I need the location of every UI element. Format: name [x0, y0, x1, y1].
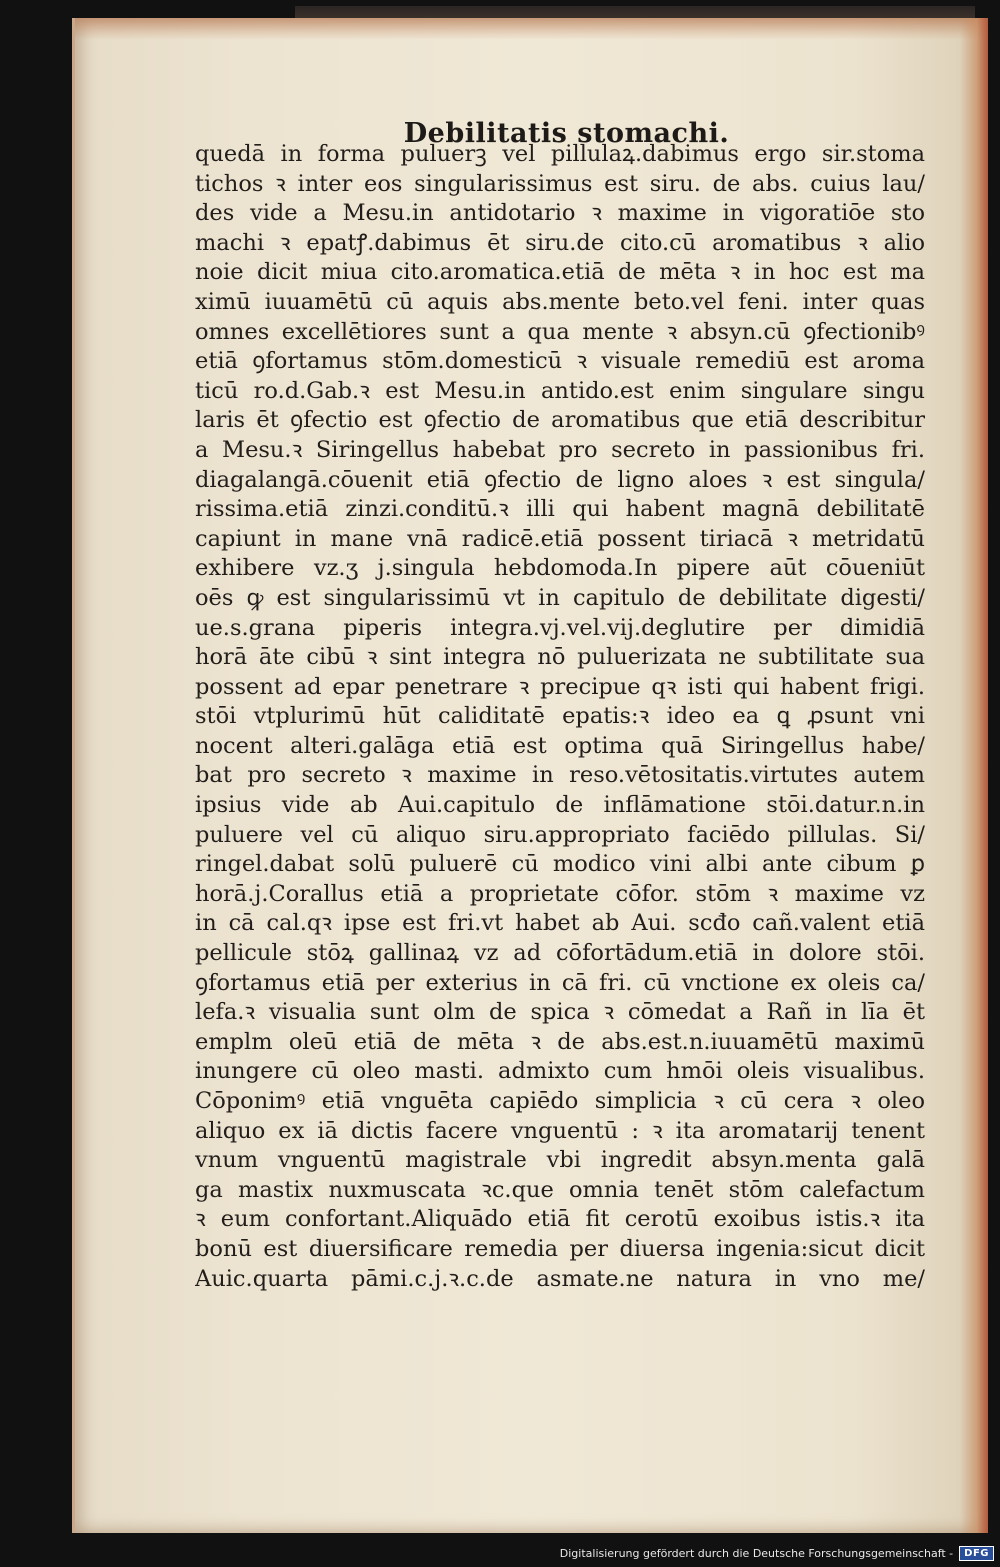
text-line: ringel.dabat solū puluerē cū modico vini albi ante cibum ꝑ: [195, 851, 925, 878]
text-line: tichos ꝛ inter eos singularissimus est siru. de abs. cuius lau/: [195, 170, 925, 197]
text-line: omnes excellētiores sunt a qua mente ꝛ absyn.cū ꝯfectionibꝰ: [195, 318, 925, 345]
text-line: aliquo ex iā dictis facere vnguentū : ꝛ ita aromatarij tenent: [195, 1117, 925, 1144]
text-line: pellicule stōꝝ gallinaꝝ vz ad cōfortādum.etiā in dolore stōi.: [195, 940, 925, 967]
text-line: ue.s.grana piperis integra.vj.vel.vij.deglutire per dimidiā: [195, 614, 925, 641]
running-title: Debilitatis stomachi.: [403, 118, 730, 149]
text-line: bat pro secreto ꝛ maxime in reso.vētositatis.virtutes autem: [195, 762, 925, 789]
text-line: etiā ꝯfortamus stōm.domesticū ꝛ visuale remediū est aroma: [195, 348, 925, 375]
text-line: Cōponimꝰ etiā vnguēta capiēdo simplicia ꝛ cū cera ꝛ oleo: [195, 1088, 925, 1114]
text-line: ꝛ eum confortant.Aliquādo etiā fit cerotū exoibus istis.ꝛ ita: [195, 1206, 925, 1233]
text-line: nocent alteri.galāga etiā est optima quā Siringellus habe/: [195, 732, 925, 759]
text-line: ga mastix nuxmuscata ꝛc.que omnia tenēt stōm calefactum: [195, 1176, 925, 1203]
text-line: a Mesu.ꝛ Siringellus habebat pro secreto in passionibus fri.: [195, 436, 925, 463]
text-line: inungere cū oleo masti. admixto cum hmōi oleis visualibus.: [195, 1058, 925, 1085]
text-line: oēs ꝙ est singularissimū vt in capitulo de debilitate digesti/: [195, 584, 925, 611]
text-line: emplm oleū etiā de mēta ꝛ de abs.est.n.iuuamētū maximū: [195, 1028, 925, 1055]
text-line: horā.j.Corallus etiā a proprietate cōfor. stōm ꝛ maxime vz: [195, 880, 925, 907]
text-line: ꝯfortamus etiā per exterius in cā fri. cū vnctione ex oleis ca/: [195, 969, 925, 996]
dfg-logo: DFG: [959, 1546, 994, 1561]
text-line: bonū est diuersificare remedia per diuersa ingenia:sicut dicit: [195, 1235, 925, 1262]
text-line: Auic.quarta pāmi.c.j.ꝛ.c.de asmate.ne natura in vno me/: [195, 1265, 925, 1292]
text-line: lefa.ꝛ visualia sunt olm de spica ꝛ cōmedat a Rañ in līa ēt: [195, 999, 925, 1026]
text-line: in cā cal.qꝛ ipse est fri.vt habet ab Aui. scđo cañ.valent etiā: [195, 910, 925, 937]
text-line: quedā in forma puluerꝫ vel pillulaꝝ.dabimus ergo sir.stoma: [195, 141, 925, 167]
text-line: ximū iuuamētū cū aquis abs.mente beto.vel feni. inter quas: [195, 288, 925, 315]
text-line: rissima.etiā zinzi.conditū.ꝛ illi qui habent magnā debilitatē: [195, 496, 925, 523]
text-line: capiunt in mane vnā radicē.etiā possent tiriacā ꝛ metridatū: [195, 525, 925, 552]
text-line: exhibere vz.ʒ j.singula hebdomoda.In pipere aūt cōueniūt: [195, 555, 925, 582]
body-text-block: [195, 140, 925, 1294]
text-line: noie dicit miua cito.aromatica.etiā de mēta ꝛ in hoc est ma: [195, 259, 925, 286]
text-line: puluere vel cū aliquo siru.appropriato faciēdo pillulas. Si/: [195, 821, 925, 848]
text-line: diagalangā.cōuenit etiā ꝯfectio de ligno aloes ꝛ est singula/: [195, 466, 925, 493]
text-line: laris ēt ꝯfectio est ꝯfectio de aromatibus que etiā describitur: [195, 407, 925, 434]
text-line: des vide a Mesu.in antidotario ꝛ maxime in vigoratiōe sto: [195, 200, 925, 227]
binding-edge-shadow: [295, 6, 975, 18]
text-line: ipsius vide ab Aui.capitulo de inflāmatione stōi.datur.n.in: [195, 792, 925, 819]
digitization-note: Digitalisierung gefördert durch die Deutsche Forschungsgemeinschaft -: [559, 1546, 954, 1560]
text-line: ticū ro.d.Gab.ꝛ est Mesu.in antido.est enim singulare singu: [195, 377, 925, 404]
text-line: possent ad epar penetrare ꝛ precipue qꝛ isti qui habent frigi.: [195, 673, 925, 700]
page-gutter-stain: [960, 18, 988, 1533]
text-line: machi ꝛ epatꝭ.dabimus ēt siru.de cito.cū aromatibus ꝛ alio: [195, 229, 925, 256]
text-line: vnum vnguentū magistrale vbi ingredit absyn.menta galā: [195, 1147, 925, 1174]
text-line: horā āte cibū ꝛ sint integra nō puluerizata ne subtilitate sua: [195, 644, 925, 671]
text-line: stōi vtplurimū hūt caliditatē epatis:ꝛ ideo ea ꝗ ꝓsunt vni: [195, 703, 925, 730]
digitization-footer: [560, 1543, 994, 1563]
